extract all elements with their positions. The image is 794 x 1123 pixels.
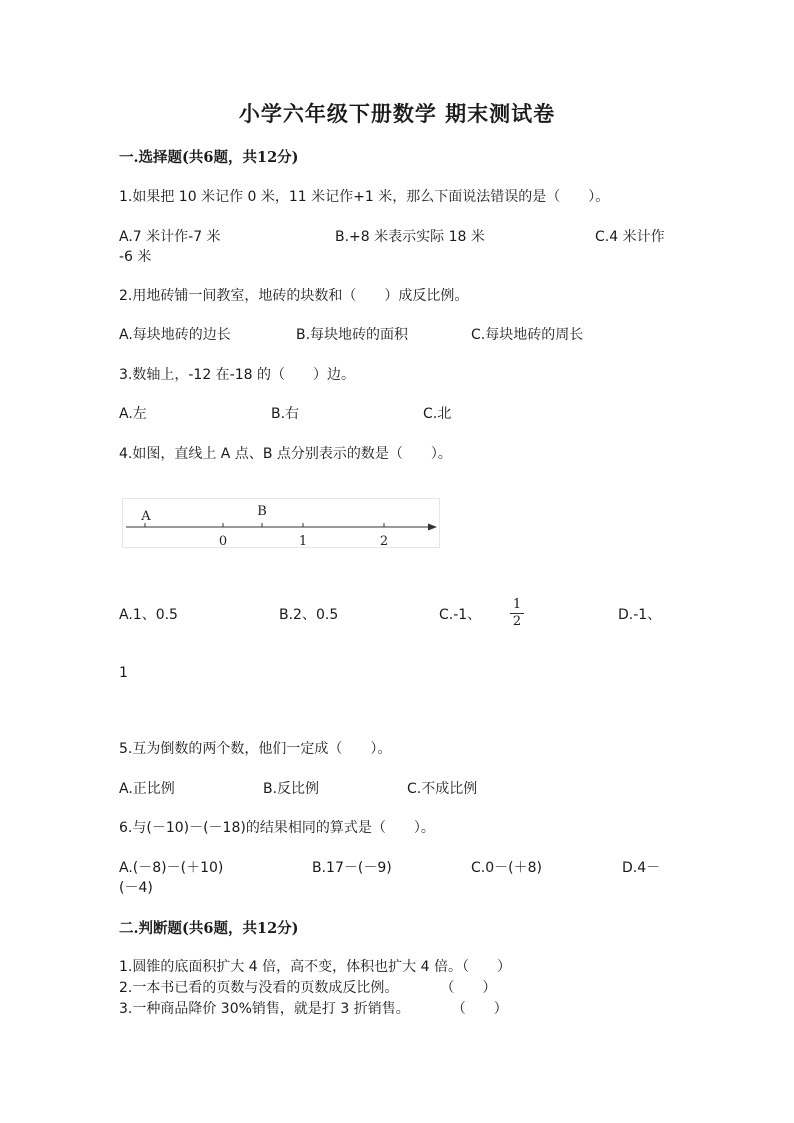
tick-label-1: 1: [298, 534, 308, 547]
question-1-option-c: C.4 米计作: [595, 229, 665, 245]
question-6-option-d: D.4－: [622, 860, 661, 876]
question-3-text: 3.数轴上，-12 在-18 的（ ）边。: [119, 367, 355, 383]
section-heading-judgement: 二.判断题(共6题，共12分): [119, 920, 299, 937]
question-4-option-c-fraction: [509, 598, 525, 629]
number-line-svg: [123, 499, 439, 547]
question-3-option-b: B.右: [271, 406, 300, 422]
question-6-option-d-continued: (－4): [119, 880, 153, 896]
question-5-text: 5.互为倒数的两个数，他们一定成（ ）。: [119, 741, 392, 757]
question-4-option-b: B.2、0.5: [279, 607, 339, 623]
question-1-option-c-continued: -6 米: [119, 249, 152, 265]
label-point-b: B: [257, 504, 267, 519]
question-4-option-d-continued: 1: [119, 665, 128, 681]
question-2-option-b: B.每块地砖的面积: [296, 327, 409, 343]
question-5-option-c: C.不成比例: [407, 781, 478, 797]
page-title: 小学六年级下册数学 期末测试卷: [238, 101, 556, 126]
question-1-option-b: B.+8 米表示实际 18 米: [335, 229, 485, 245]
number-line-figure: [122, 498, 440, 548]
tick-label-2: 2: [379, 534, 389, 547]
question-3-option-c: C.北: [423, 406, 452, 422]
question-6-option-c: C.0－(＋8): [471, 860, 542, 876]
question-4-option-d: D.-1、: [618, 607, 662, 623]
question-6-option-a: A.(－8)－(＋10): [119, 860, 224, 876]
question-2-option-c: C.每块地砖的周长: [471, 327, 584, 343]
question-5-option-a: A.正比例: [119, 781, 175, 797]
question-4-text: 4.如图，直线上 A 点、B 点分别表示的数是（ ）。: [119, 446, 452, 462]
question-4-option-c: C.-1、: [439, 607, 482, 623]
fraction-denominator: 2: [512, 614, 522, 629]
question-1-option-a: A.7 米计作-7 米: [119, 229, 221, 245]
question-6-text: 6.与(－10)－(－18)的结果相同的算式是（ ）。: [119, 820, 435, 836]
question-1-text: 1.如果把 10 米记作 0 米，11 米记作+1 米，那么下面说法错误的是（ ）。: [119, 189, 610, 205]
label-point-a: A: [141, 509, 151, 524]
question-5-option-b: B.反比例: [263, 781, 320, 797]
question-2-option-a: A.每块地砖的边长: [119, 327, 231, 343]
question-2-text: 2.用地砖铺一间教室，地砖的块数和（ ）成反比例。: [119, 288, 469, 304]
number-line-arrow: [428, 524, 437, 531]
judgement-item-2: 2.一本书已看的页数与没看的页数成反比例。 （ ）: [119, 980, 497, 996]
tick-label-0: 0: [218, 534, 228, 547]
judgement-item-1: 1.圆锥的底面积扩大 4 倍，高不变，体积也扩大 4 倍。（ ）: [119, 959, 511, 975]
section-heading-choice: 一.选择题(共6题，共12分): [119, 149, 299, 166]
fraction-numerator: 1: [512, 597, 522, 612]
question-6-option-b: B.17－(－9): [312, 860, 392, 876]
judgement-item-3: 3.一种商品降价 30%销售，就是打 3 折销售。 （ ）: [119, 1001, 508, 1017]
question-3-option-a: A.左: [119, 406, 147, 422]
question-4-option-a: A.1、0.5: [119, 607, 178, 623]
